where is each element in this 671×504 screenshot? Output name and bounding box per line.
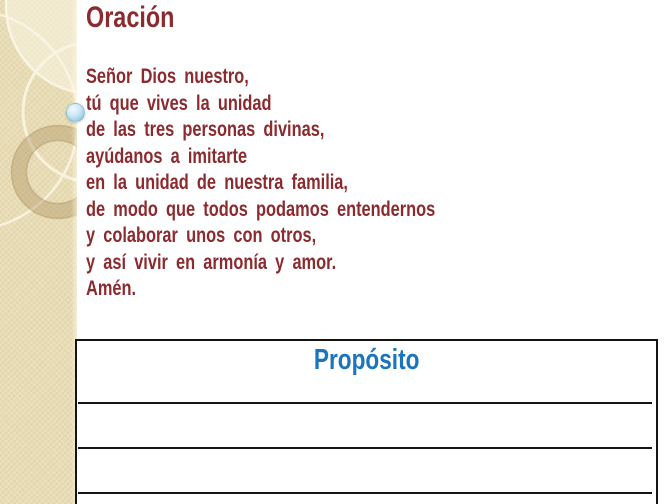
page-title: Oración — [86, 1, 175, 34]
sidebar-decoration — [0, 0, 77, 504]
proposito-title-row — [77, 341, 656, 376]
prayer-line: Señor Dios nuestro, — [86, 65, 249, 88]
prayer-line: de las tres personas divinas, — [86, 118, 325, 141]
prayer-line: Amén. — [86, 277, 137, 300]
writing-line — [78, 492, 652, 494]
prayer-line: de modo que todos podamos entendernos — [86, 197, 436, 221]
prayer-line: ayúdanos a imitarte — [86, 144, 248, 168]
sidebar-circles-ornament — [0, 0, 77, 504]
proposito-box — [75, 339, 658, 504]
bead-ornament-icon — [66, 103, 85, 122]
prayer-line: y así vivir en armonía y amor. — [86, 250, 337, 274]
writing-line — [78, 402, 652, 404]
prayer-line: en la unidad de nuestra familia, — [86, 171, 348, 194]
prayer-text — [86, 64, 523, 303]
writing-line — [78, 447, 652, 449]
prayer-line: tú que vives la unidad — [86, 91, 272, 115]
prayer-line: y colaborar unos con otros, — [86, 224, 317, 247]
proposito-title: Propósito — [313, 344, 420, 376]
